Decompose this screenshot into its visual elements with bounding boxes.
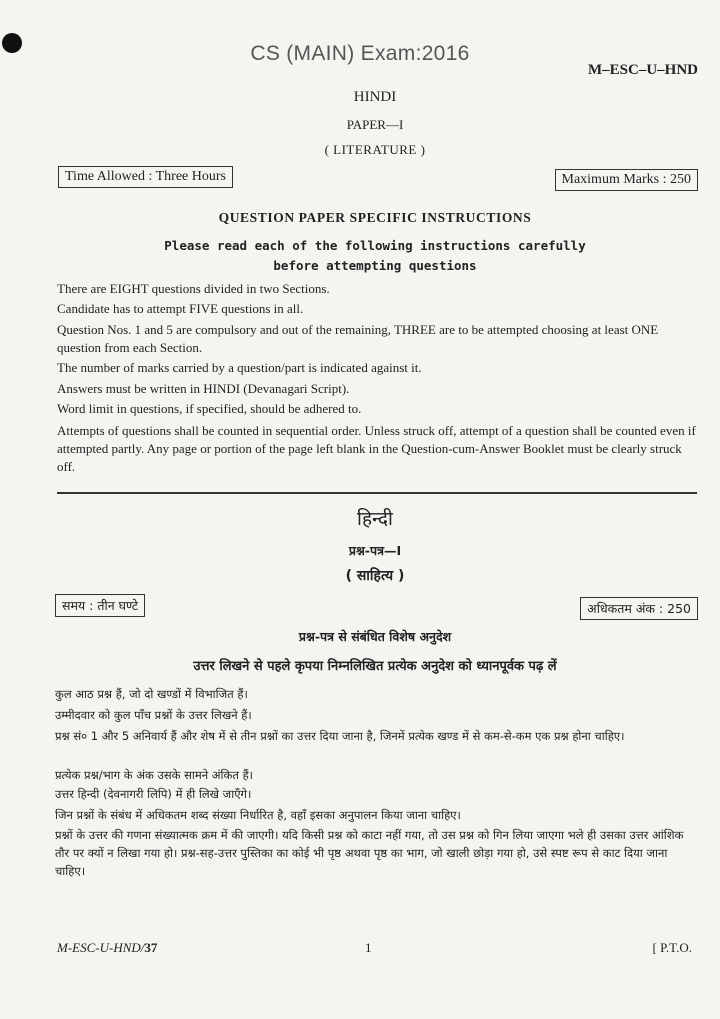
hindi-instruction-item: कुल आठ प्रश्न हैं, जो दो खण्डों में विभाजित हैं। (55, 687, 248, 701)
literature-label: ( LITERATURE ) (324, 142, 426, 157)
hindi-paper-label: प्रश्न-पत्र—I (348, 543, 402, 558)
paper-code: M–ESC–U–HND (587, 62, 698, 78)
exam-title: CS (MAIN) Exam:2016 (250, 42, 470, 65)
hindi-read-note: उत्तर लिखने से पहले कृपया निम्नलिखित प्रत्येक अनुदेश को ध्यानपूर्वक पढ़ लें (193, 659, 557, 674)
read-line-1: Please read each of the following instructions carefully (164, 238, 586, 253)
instruction-item: Attempts of questions shall be counted in sequential order. Unless struck off, attempt of a question shall be counted even if attempted partly. Any page or portion of the page left blank in the Question-cum-Answer Booklet must be clearly struck off. (57, 423, 696, 474)
time-allowed-box: Time Allowed : Three Hours (58, 166, 233, 188)
instruction-item: Answers must be written in HINDI (Devanagari Script). (57, 381, 350, 396)
instruction-item: Question Nos. 1 and 5 are compulsory and out of the remaining, THREE are to be attempted choosing at least ONE question from each Section. (57, 322, 659, 355)
instruction-item: Candidate has to attempt FIVE questions in all. (57, 301, 304, 316)
maximum-marks-box: Maximum Marks : 250 (555, 169, 699, 191)
read-line-2: before attempting questions (273, 258, 477, 273)
hindi-literature-label: ( साहित्य ) (345, 568, 405, 584)
hindi-instruction-item: उम्मीदवार को कुल पाँच प्रश्नों के उत्तर लिखने हैं। (55, 708, 252, 722)
instruction-item: Word limit in questions, if specified, should be adhered to. (57, 401, 362, 416)
footer-paper-code: M-ESC-U-HND/37 (57, 940, 158, 955)
paper-label: PAPER—I (346, 117, 404, 132)
hindi-title: हिन्दी (357, 508, 393, 530)
please-turn-over: [ P.T.O. (652, 940, 692, 955)
hindi-time-box: समय : तीन घण्टे (55, 594, 145, 617)
hindi-instructions-heading: प्रश्न-पत्र से संबंधित विशेष अनुदेश (298, 629, 452, 644)
hindi-instruction-item: प्रश्नों के उत्तर की गणना संख्यात्मक क्रम में की जाएगी। यदि किसी प्रश्न को काटा नहीं गया, तो उस प्रश्न को गिन लिया जाएगा भले ही उसका उत्तर आंशिक तौर पर क्यों न लिखा गया हो। प्रश्न-सह-उत्तर पुस्तिका का कोई भी पृष्ठ अथवा पृष्ठ का भाग, जो खाली छोड़ा गया हो, उसे स्पष्ट रूप से काट दिया जाना चाहिए। (55, 828, 684, 878)
instructions-heading: QUESTION PAPER SPECIFIC INSTRUCTIONS (218, 210, 532, 225)
instruction-item: The number of marks carried by a question/part is indicated against it. (57, 360, 422, 375)
hindi-instruction-item: जिन प्रश्नों के संबंध में अधिकतम शब्द संख्या निर्धारित है, वहाँ इसका अनुपालन किया जाना चाहिए। (55, 808, 461, 822)
subject-title: HINDI (353, 89, 397, 105)
hindi-instruction-item: प्रश्न सं० 1 और 5 अनिवार्य हैं और शेष में से तीन प्रश्नों का उत्तर दिया जाना है, जिनमें प्रत्येक खण्ड में से कम-से-कम एक प्रश्न होना चाहिए। (55, 729, 625, 743)
instruction-item: There are EIGHT questions divided in two Sections. (57, 281, 330, 296)
hindi-marks-box: अधिकतम अंक : 250 (580, 597, 698, 620)
page-number: 1 (365, 940, 372, 955)
section-divider (57, 492, 697, 494)
read-instructions-note (0, 236, 720, 276)
hindi-instruction-item: प्रत्येक प्रश्न/भाग के अंक उसके सामने अंकित हैं। (55, 768, 254, 782)
hindi-instruction-item: उत्तर हिन्दी (देवनागरी लिपि) में ही लिखे जाएँगे। (55, 787, 252, 801)
